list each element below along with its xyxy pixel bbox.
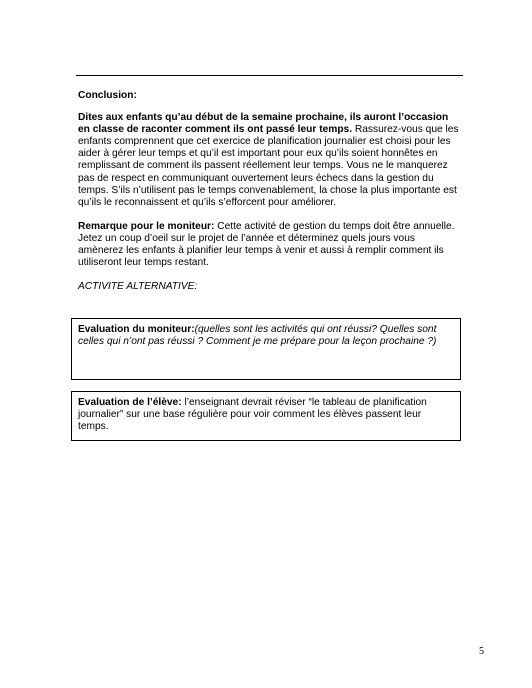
evaluation-eleve-box — [71, 391, 461, 441]
alternative-activity-heading: ACTIVITE ALTERNATIVE: — [78, 281, 198, 293]
main-content — [78, 90, 460, 293]
conclusion-bold-lead: Dites aux enfants qu’au début de la semaine prochaine, ils auront l’occasion en classe de raconter comment ils ont passé leur temps. — [78, 112, 449, 136]
evaluation-eleve-label: Evaluation de l’élève: — [78, 397, 182, 408]
page-number: 5 — [479, 646, 484, 657]
remarque-text: Cette activité de gestion du temps doit être annuelle. Jetez un coup d’oeil sur le projet de l’année et déterminez quels jours vous amènerez les enfants à planifier leur temps à venir et aussi à remplir comment ils utiliseront leur temps restant. — [78, 220, 455, 269]
conclusion-paragraph — [78, 112, 460, 209]
conclusion-body: Rassurez-vous que les enfants comprennent que cet exercice de planification journalier est choisi pour les aider à gérer leur temps et qu’il est important pour eux qu’ils soient honnêtes en remplissant de comment ils passent réellement leur temps. Vous ne le manquerez pas de respect en communiquant ouvertement leurs échecs dans la gestion du temps. S’ils n’utilisent pas le temps convenablement, la chose la plus importante est qu’ils le reconnaissent et qu’ils s’efforcent pour améliorer. — [78, 124, 459, 208]
remarque-label: Remarque pour le moniteur: — [78, 220, 215, 232]
evaluation-moniteur-label: Evaluation du moniteur: — [78, 324, 195, 335]
evaluation-eleve-text: l’enseignant devrait réviser “le tableau de planification journalier” sur une base régulière pour voir comment les élèves passent leur temps. — [78, 397, 427, 433]
remarque-paragraph — [78, 221, 460, 269]
evaluation-moniteur-text: (quelles sont les activités qui ont réussi? Quelles sont celles qui n’ont pas réussi ? Comment je me prépare pour la leçon prochaine ?) — [78, 324, 437, 348]
evaluation-moniteur-box — [71, 318, 461, 380]
top-divider — [76, 75, 463, 76]
conclusion-heading: Conclusion: — [78, 90, 137, 101]
